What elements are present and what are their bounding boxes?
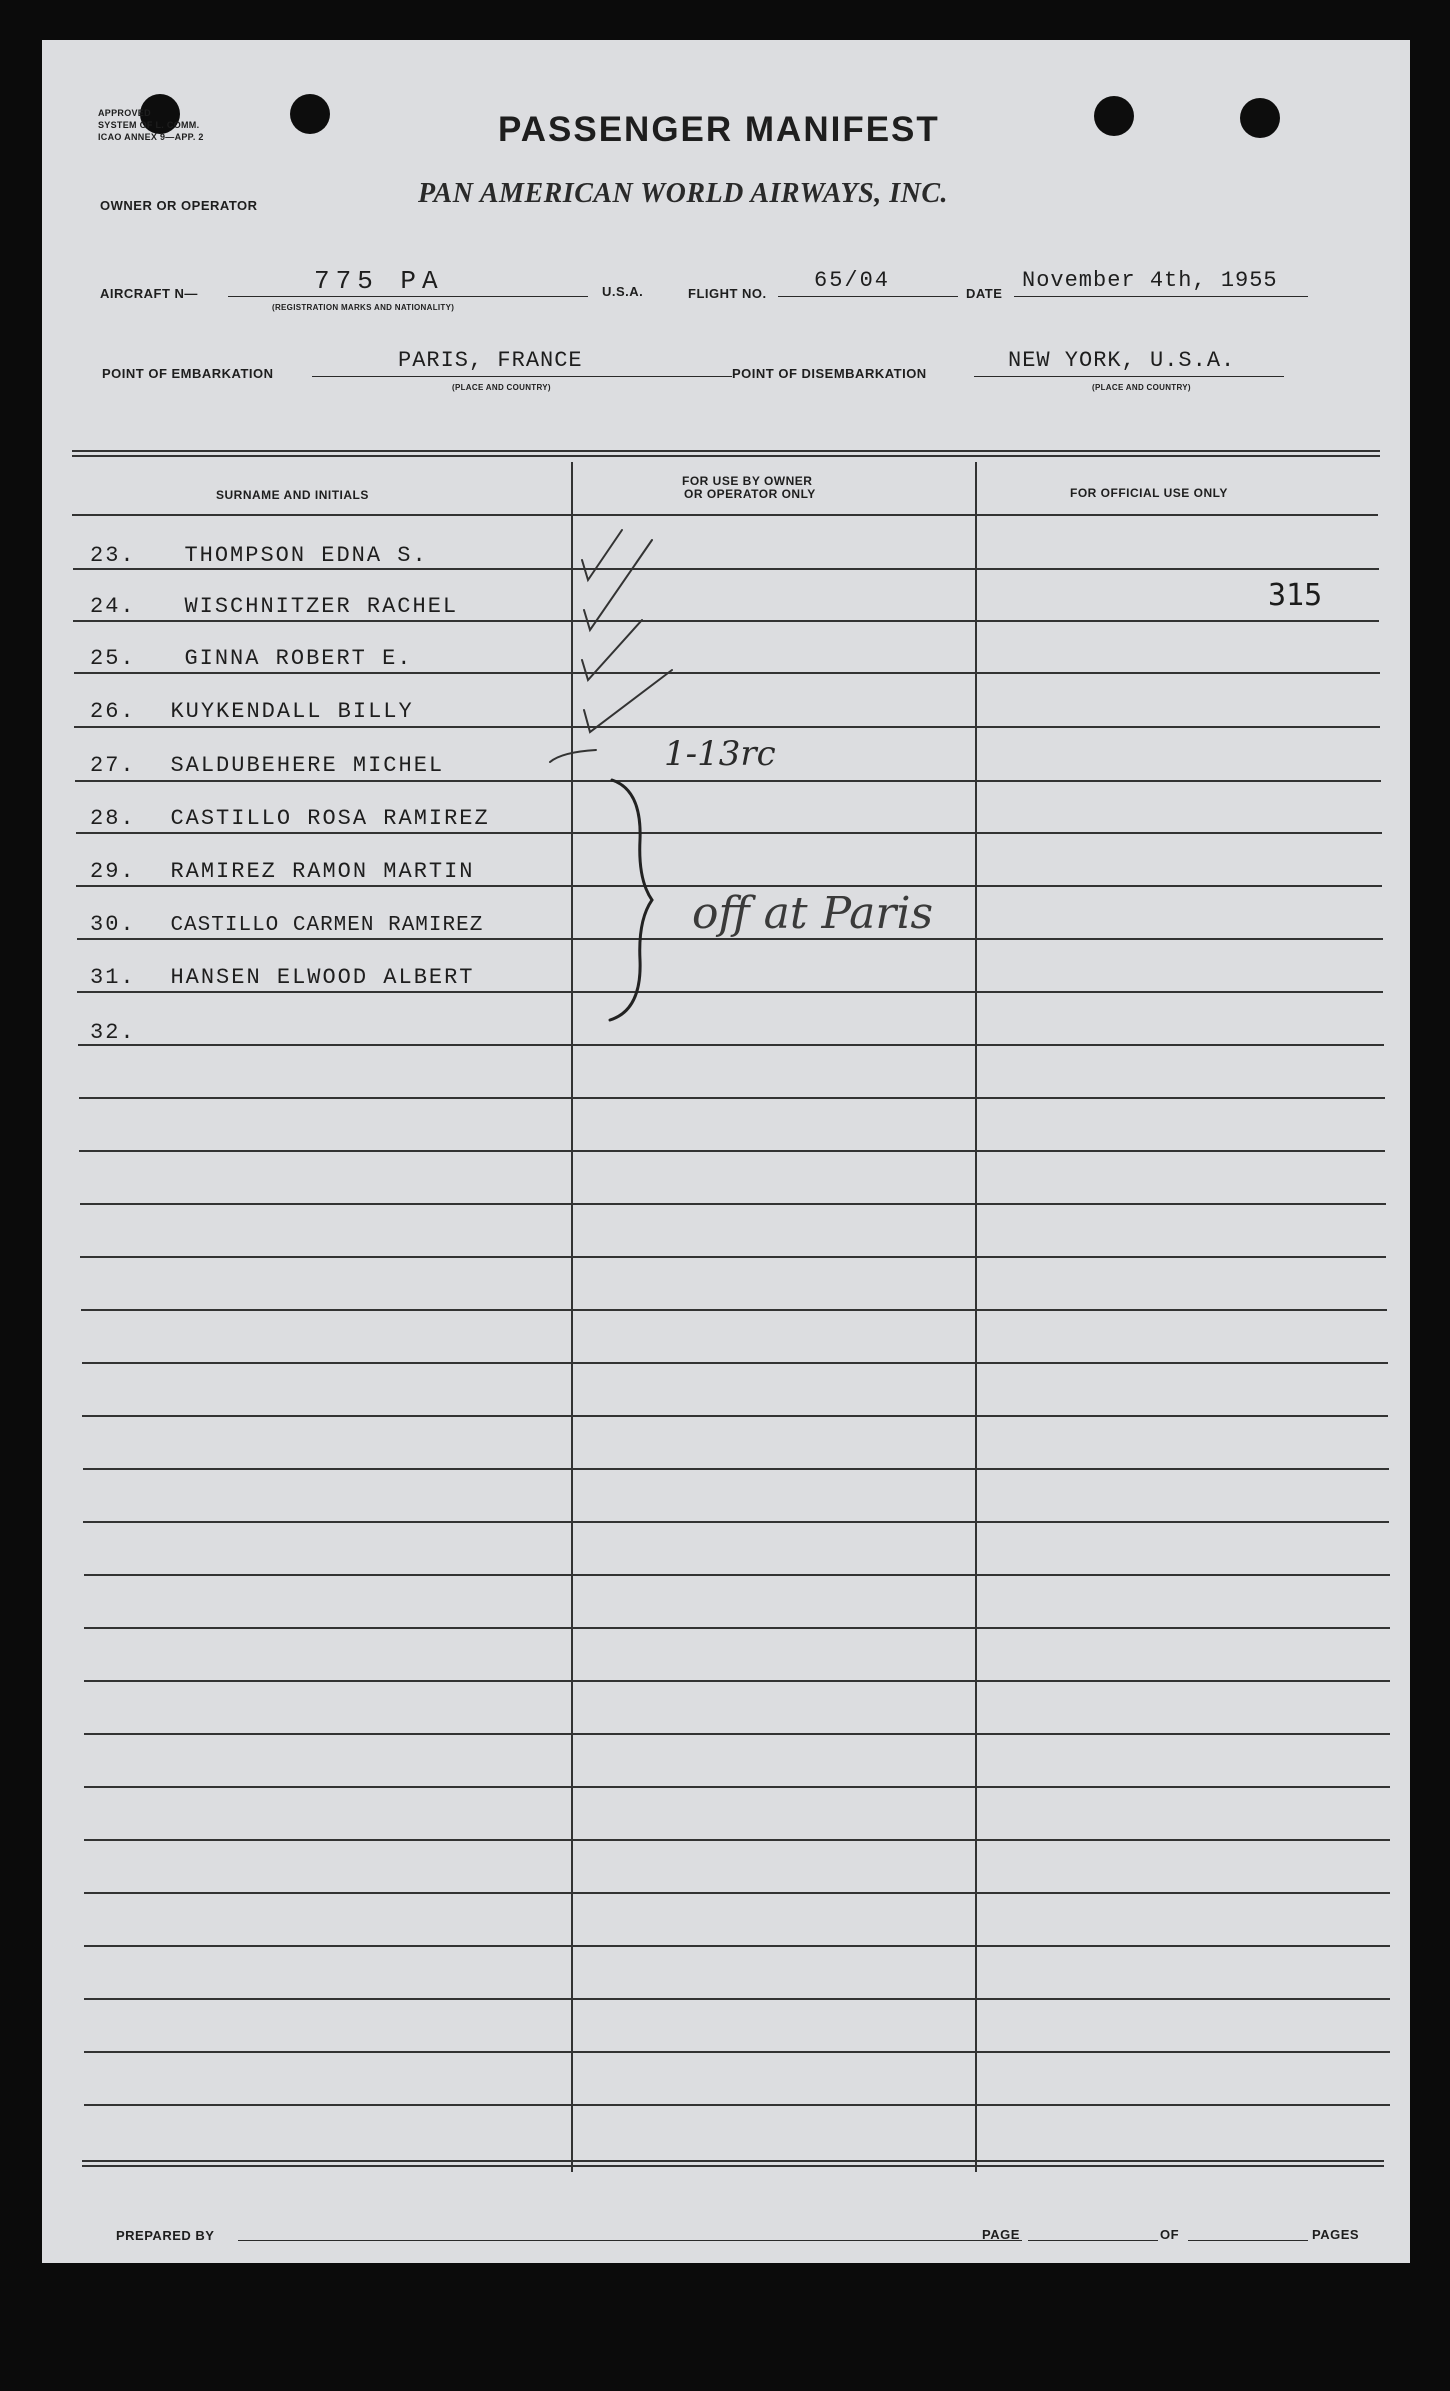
table-rule-line bbox=[80, 1256, 1386, 1258]
embarkation-caption: (PLACE AND COUNTRY) bbox=[452, 383, 551, 392]
approval-line-3: ICAO ANNEX 9—APP. 2 bbox=[98, 132, 204, 142]
official-number: 315 bbox=[1268, 578, 1323, 613]
table-rule-line bbox=[84, 1627, 1390, 1629]
passenger-name: WISCHNITZER RACHEL bbox=[184, 594, 459, 619]
table-rule-line bbox=[84, 1892, 1390, 1894]
passenger-name: RAMIREZ RAMON MARTIN bbox=[170, 859, 475, 884]
table-row bbox=[90, 912, 483, 937]
flight-label: FLIGHT NO. bbox=[688, 286, 767, 301]
row-number: 30. bbox=[90, 912, 136, 937]
table-rule-line bbox=[73, 620, 1379, 622]
registration-caption: (REGISTRATION MARKS AND NATIONALITY) bbox=[272, 303, 455, 312]
aircraft-value: 775 PA bbox=[314, 266, 444, 296]
flight-value: 65/04 bbox=[814, 268, 891, 293]
table-rule-line bbox=[75, 780, 1381, 782]
table-rule-line bbox=[74, 726, 1380, 728]
table-row bbox=[90, 1020, 166, 1045]
prepared-by-label: PREPARED BY bbox=[116, 2228, 215, 2243]
passenger-name: CASTILLO CARMEN RAMIREZ bbox=[170, 914, 484, 937]
table-rule-line bbox=[78, 1044, 1384, 1046]
row-number: 26. bbox=[90, 699, 136, 724]
approval-line-1: APPROVED bbox=[98, 108, 151, 118]
manifest-sheet bbox=[42, 40, 1410, 2263]
aircraft-label: AIRCRAFT N— bbox=[100, 286, 198, 301]
table-top-rule bbox=[72, 450, 1380, 457]
column-header-owner-line1: FOR USE BY OWNER bbox=[682, 474, 813, 488]
page-underline bbox=[1028, 2240, 1158, 2241]
row-number: 32. bbox=[90, 1020, 136, 1045]
disembarkation-label: POINT OF DISEMBARKATION bbox=[732, 366, 927, 381]
dash-mark-icon bbox=[542, 740, 602, 770]
table-rule-line bbox=[84, 2104, 1390, 2106]
table-rule-line bbox=[72, 514, 1378, 516]
checkmarks-icon bbox=[542, 520, 712, 760]
embarkation-label: POINT OF EMBARKATION bbox=[102, 366, 274, 381]
passenger-name: SALDUBEHERE MICHEL bbox=[170, 753, 445, 778]
table-rule-line bbox=[84, 1945, 1390, 1947]
punch-hole bbox=[290, 94, 330, 134]
table-rule-line bbox=[84, 1839, 1390, 1841]
page-label: PAGE bbox=[982, 2227, 1020, 2242]
brace-icon bbox=[602, 770, 672, 1030]
row-number: 27. bbox=[90, 753, 136, 778]
owner-value: PAN AMERICAN WORLD AIRWAYS, INC. bbox=[418, 178, 949, 209]
handwritten-note: off at Paris bbox=[692, 888, 934, 939]
table-rule-line bbox=[79, 1150, 1385, 1152]
embarkation-value: PARIS, FRANCE bbox=[398, 348, 583, 373]
table-bottom-rule bbox=[82, 2160, 1384, 2167]
table-rule-line bbox=[83, 1521, 1389, 1523]
page-title: PASSENGER MANIFEST bbox=[498, 110, 940, 149]
passenger-name: GINNA ROBERT E. bbox=[184, 646, 413, 671]
aircraft-underline bbox=[228, 296, 588, 297]
table-row bbox=[90, 965, 475, 990]
approval-line-2: SYSTEM OF L. COMM. bbox=[98, 120, 200, 130]
table-rule-line bbox=[81, 1309, 1387, 1311]
table-rule-line bbox=[80, 1203, 1386, 1205]
of-label: OF bbox=[1160, 2227, 1180, 2242]
table-row bbox=[90, 594, 458, 619]
disembarkation-value: NEW YORK, U.S.A. bbox=[1008, 348, 1236, 373]
embarkation-underline bbox=[312, 376, 732, 377]
table-row bbox=[90, 859, 475, 884]
row-number: 31. bbox=[90, 965, 136, 990]
date-value: November 4th, 1955 bbox=[1022, 268, 1278, 293]
table-row bbox=[90, 646, 413, 671]
table-rule-line bbox=[82, 1362, 1388, 1364]
row-number: 25. bbox=[90, 646, 136, 671]
row-number: 29. bbox=[90, 859, 136, 884]
table-rule-line bbox=[84, 2051, 1390, 2053]
column-header-names: SURNAME AND INITIALS bbox=[216, 488, 369, 502]
punch-hole bbox=[1094, 96, 1134, 136]
table-rule-line bbox=[83, 1468, 1389, 1470]
table-rule-line bbox=[73, 568, 1379, 570]
table-rule-line bbox=[84, 1786, 1390, 1788]
usa-label: U.S.A. bbox=[602, 284, 644, 299]
disembarkation-underline bbox=[974, 376, 1284, 377]
of-underline bbox=[1188, 2240, 1308, 2241]
table-rule-line bbox=[84, 1574, 1390, 1576]
table-rule-line bbox=[77, 991, 1383, 993]
table-rule-line bbox=[76, 832, 1382, 834]
table-rule-line bbox=[79, 1097, 1385, 1099]
date-underline bbox=[1014, 296, 1308, 297]
column-header-owner-line2: OR OPERATOR ONLY bbox=[684, 487, 816, 501]
table-row bbox=[90, 753, 444, 778]
handwritten-code: 1-13rc bbox=[664, 734, 776, 774]
date-label: DATE bbox=[966, 286, 1003, 301]
row-number: 23. bbox=[90, 543, 136, 568]
row-number: 28. bbox=[90, 806, 136, 831]
table-rule-line bbox=[84, 1680, 1390, 1682]
punch-hole bbox=[1240, 98, 1280, 138]
column-header-official: FOR OFFICIAL USE ONLY bbox=[1070, 486, 1228, 500]
table-row bbox=[90, 806, 490, 831]
disembarkation-caption: (PLACE AND COUNTRY) bbox=[1092, 383, 1191, 392]
passenger-name: CASTILLO ROSA RAMIREZ bbox=[170, 806, 490, 831]
column-divider-2 bbox=[975, 462, 977, 2172]
passenger-name: HANSEN ELWOOD ALBERT bbox=[170, 965, 475, 990]
table-rule-line bbox=[74, 672, 1380, 674]
row-number: 24. bbox=[90, 594, 136, 619]
table-rule-line bbox=[82, 1415, 1388, 1417]
flight-underline bbox=[778, 296, 958, 297]
passenger-name: KUYKENDALL BILLY bbox=[170, 699, 414, 724]
prepared-by-underline bbox=[238, 2240, 1022, 2241]
owner-label: OWNER OR OPERATOR bbox=[100, 198, 258, 213]
table-rule-line bbox=[76, 885, 1382, 887]
pages-label: PAGES bbox=[1312, 2227, 1360, 2242]
table-rule-line bbox=[84, 1733, 1390, 1735]
table-row bbox=[90, 543, 428, 568]
table-row bbox=[90, 699, 414, 724]
table-rule-line bbox=[84, 1998, 1390, 2000]
passenger-name: THOMPSON EDNA S. bbox=[184, 543, 428, 568]
